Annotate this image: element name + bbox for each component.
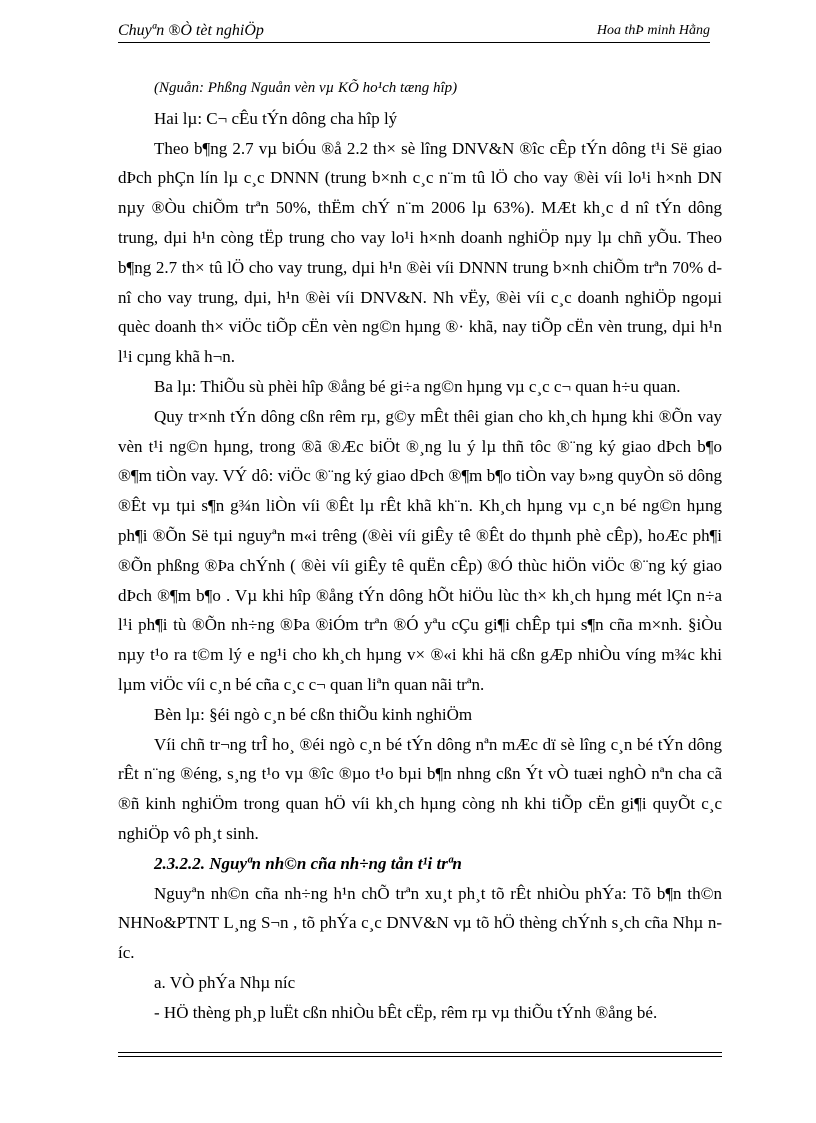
- paragraph: Víi chñ tr¬ng trÎ ho¸ ®éi ngò c¸n bé tÝn dông nªn mÆc dï sè lîng c¸n bé tÝn dông rÊt n¨ng ®éng, s¸ng t¹o vµ ®îc ®µo t¹o bµi b¶n nhng cßn Ýt vÒ tuæi nghÒ nªn cha cã ®ñ kinh nghiÖm trong quan hÖ víi kh¸ch hµng còng nh khi tiÕp cËn gi¶i quyÕt c¸c nghiÖp vô ph¸t sinh.: [118, 734, 722, 843]
- paragraph: Theo b¶ng 2.7 vµ biÓu ®å 2.2 th× sè lîng DNV&N ®îc cÊp tÝn dông t¹i Së giao dÞch phÇn lín lµ c¸c DNNN (trung b×nh c¸c n¨m tû lÖ cho vay ®èi víi lo¹i h×nh DN nµy ®Òu chiÕm trªn 50%, thËm chÝ n¨m 2006 lµ 63%). MÆt kh¸c d nî tÝn dông trung, dµi h¹n còng tËp trung cho vay lo¹i h×nh doanh nghiÖp nµy lµ chñ yÕu. Theo b¶ng 2.7 th× tû lÖ cho vay trung, dµi h¹n ®èi víi DNNN trung b×nh chiÕm trªn 70% d nî cho vay trung, dµi, h¹n ®èi víi DNV&N. Nh vËy, ®èi víi c¸c doanh nghiÖp ngoµi quèc doanh th× viÖc tiÕp cËn vèn ng©n hµng ®· khã, nay tiÕp cËn vèn trung, dµi h¹n l¹i cµng khã h¬n.: [118, 138, 722, 367]
- paragraph: Ba lµ: ThiÕu sù phèi hîp ®ång bé gi÷a ng©n hµng vµ c¸c c¬ quan h÷u quan.: [154, 376, 681, 396]
- paragraph: a. VÒ phÝa Nhµ níc: [154, 972, 296, 992]
- footer-rule: [118, 1056, 722, 1057]
- document-body: [118, 74, 722, 1028]
- paragraph: Bèn lµ: §éi ngò c¸n bé cßn thiÕu kinh nghiÖm: [154, 704, 473, 724]
- paragraph: Hai lµ: C¬ cÊu tÝn dông cha hîp lý: [154, 108, 398, 128]
- header-title: Chuyªn ®Ò tèt nghiÖp: [118, 22, 264, 39]
- section-heading: 2.3.2.2. Nguyªn nh©n cña nh÷ng tån t¹i trªn: [154, 853, 462, 873]
- source-note: (Nguån: Phßng Nguån vèn vµ KÕ ho¹ch tæng hîp): [154, 80, 458, 96]
- paragraph: - HÖ thèng ph¸p luËt cßn nhiÒu bÊt cËp, rêm rµ vµ thiÕu tÝnh ®ång bé.: [154, 1002, 658, 1022]
- page-footer: [118, 1052, 722, 1057]
- paragraph: Nguyªn nh©n cña nh÷ng h¹n chÕ trªn xu¸t ph¸t tõ rÊt nhiÒu phÝa: Tõ b¶n th©n NHNo&PTNT L¸ng S¬n , tõ phÝa c¸c DNV&N vµ tõ hÖ thèng chÝnh s¸ch cña Nhµ níc.: [118, 883, 722, 963]
- header-author: Hoa thÞ minh Hằng: [596, 23, 710, 38]
- paragraph: Quy tr×nh tÝn dông cßn rêm rµ, g©y mÊt thêi gian cho kh¸ch hµng khi ®Õn vay vèn t¹i ng©n hµng, trong ®ã ®Æc biÖt ®¸ng lu ý lµ thñ tôc ®¨ng ký giao dÞch b¶o ®¶m tiÒn vay. VÝ dô: viÖc ®¨ng ký giao dÞch ®¶m b¶o tiÒn vay b»ng quyÒn sö dông ®Êt vµ tµi s¶n g¾n liÒn víi ®Êt lµ rÊt khã kh¨n. Kh¸ch hµng vµ c¸n bé ng©n hµng ph¶i ®Õn Së tµi nguyªn m«i trêng (®èi víi giÊy tê ®Êt do thµnh phè cÊp), hoÆc ph¶i ®Õn phßng ®Þa chÝnh ( ®èi víi giÊy tê quËn cÊp) ®Ó thùc hiÖn viÖc ®¨ng ký giao dÞch ®¶m b¶o . Vµ khi hîp ®ång tÝn dông hÕt hiÖu lùc th× kh¸ch hµng mét lÇn n÷a l¹i ph¶i tù ®Õn nh÷ng ®Þa ®iÓm trªn ®Ó yªu cÇu gi¶i chÊp tµi s¶n cña m×nh. §iÒu nµy t¹o ra t©m lý e ng¹i cho kh¸ch hµng v× ®«i khi hä cßn gÆp nhiÒu víng m¾c khi lµm viÖc víi c¸n bé cña c¸c c¬ quan liªn quan nãi trªn.: [118, 406, 722, 694]
- page-header: [118, 20, 710, 43]
